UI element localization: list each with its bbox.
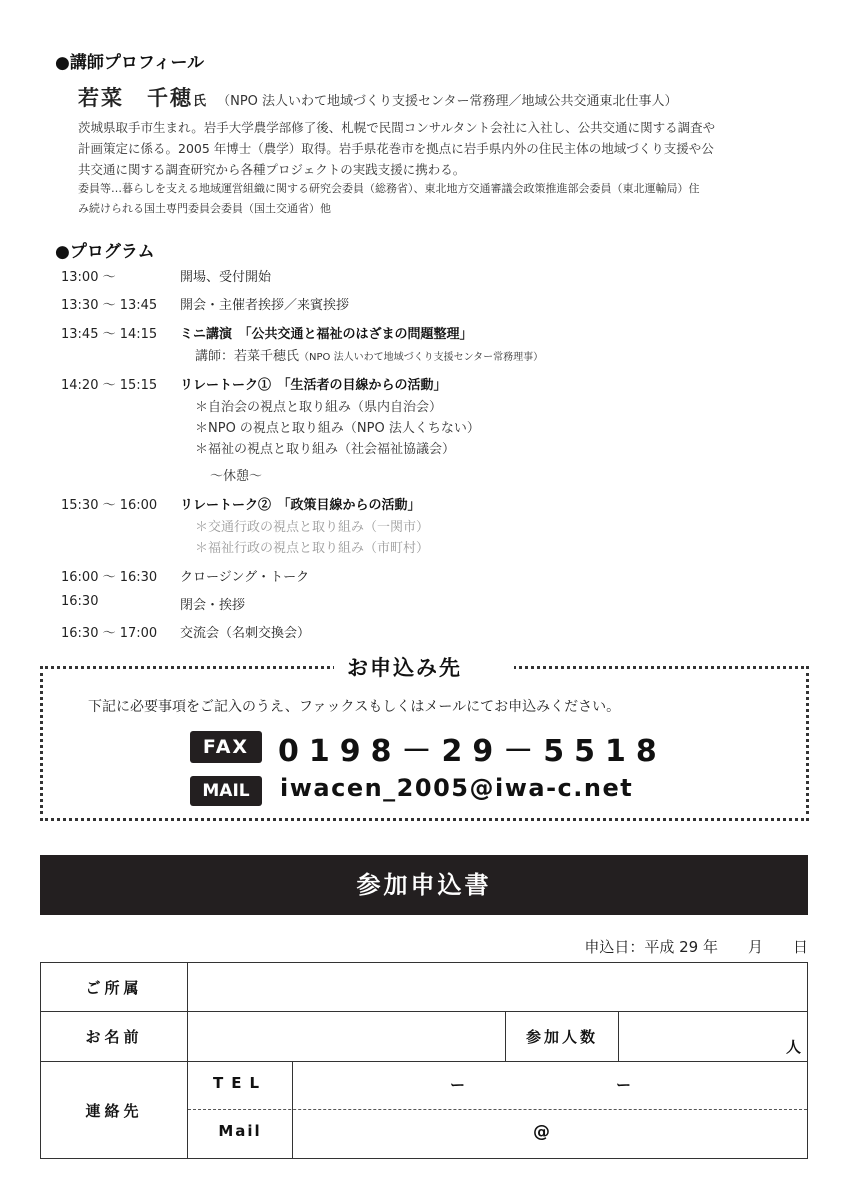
- program-sub-item: ＊NPO の視点と取り組み（NPO 法人くちない）: [195, 421, 480, 436]
- mail-label: MAIL: [190, 776, 262, 806]
- lecturer-bio: [78, 117, 715, 180]
- fax-label: FAX: [190, 731, 262, 763]
- program-time: 14:20 〜 15:15: [61, 378, 158, 393]
- count-unit: 人: [785, 1038, 801, 1056]
- program-sub-item: ＊福祉の視点と取り組み（社会福祉協議会）: [195, 442, 456, 457]
- at-sign: @: [533, 1122, 550, 1142]
- count-field[interactable]: [619, 1012, 808, 1062]
- count-label: 参加人数: [506, 1012, 619, 1062]
- mail-field[interactable]: [293, 1110, 807, 1158]
- affiliation-label: ご所属: [41, 963, 188, 1012]
- application-form: [40, 962, 808, 1159]
- program-time: 13:45 〜 14:15: [61, 327, 158, 342]
- program-event: 閉会・挨拶: [180, 598, 246, 613]
- program-sub-item: ＊福祉行政の視点と取り組み（市町村）: [195, 541, 430, 556]
- program-event: ミニ講演 「公共交通と福祉のはざまの問題整理」: [180, 327, 473, 342]
- lecturer-name-suffix: 氏: [193, 94, 207, 109]
- program-lecturer-note: （NPO 法人いわて地域づくり支援センター常務理事）: [299, 352, 544, 363]
- program-time: 15:30 〜 16:00: [61, 498, 158, 513]
- program-event: クロージング・トーク: [180, 570, 310, 585]
- program-lecturer: 講師：若菜千穂氏: [195, 349, 300, 364]
- tel-field[interactable]: [293, 1062, 807, 1109]
- program-time: 13:00 〜: [61, 270, 116, 285]
- program-heading: ●プログラム: [55, 242, 155, 262]
- mail-address[interactable]: iwacen_2005@iwa-c.net: [280, 774, 634, 802]
- affiliation-field[interactable]: [188, 963, 808, 1012]
- program-time: 16:30 〜 17:00: [61, 626, 158, 641]
- profile-heading: ●講師プロフィール: [55, 53, 205, 73]
- contact-label: 連絡先: [41, 1062, 188, 1159]
- lecturer-committees: [78, 179, 700, 219]
- program-lecturer-line: [195, 345, 543, 364]
- lecturer-name: 若菜 千穂: [78, 85, 193, 110]
- program-time: 16:00 〜 16:30: [61, 570, 158, 585]
- program-event: 開場、受付開始: [180, 270, 272, 285]
- tel-dash: ー: [450, 1076, 466, 1094]
- tel-label: TEL: [212, 1074, 268, 1092]
- form-date-line: 申込日：平成 29 年 月 日: [584, 938, 808, 956]
- lecturer-name-row: [78, 82, 678, 112]
- committee-line: み続けられる国土専門委員会委員（国土交通省）他: [78, 202, 331, 215]
- program-break: 〜休憩〜: [210, 469, 263, 484]
- fax-number: 0198－29－5518: [278, 734, 667, 769]
- program-sub-item: ＊交通行政の視点と取り組み（一関市）: [195, 520, 430, 535]
- program-event: 開会・主催者挨拶／来賓挨拶: [180, 298, 350, 313]
- bio-line: 共交通に関する調査研究から各種プロジェクトの実践支援に携わる。: [78, 162, 466, 177]
- lecturer-affiliation: （NPO 法人いわて地域づくり支援センター常務理／地域公共交通東北仕事人）: [217, 94, 678, 109]
- program-event: リレートーク① 「生活者の目線からの活動」: [180, 378, 447, 393]
- committee-line: 委員等…暮らしを支える地域運営組織に関する研究会委員（総務省）、東北地方交通審議会政策推進部会委員（東北運輸局）住: [78, 182, 700, 195]
- program-time: 13:30 〜 13:45: [61, 298, 158, 313]
- contact-cell: [188, 1062, 808, 1159]
- program-event: リレートーク② 「政策目線からの活動」: [180, 498, 421, 513]
- program-time: 16:30: [61, 594, 99, 609]
- program-sub-item: ＊自治会の視点と取り組み（県内自治会）: [195, 400, 443, 415]
- bio-line: 茨城県取手市生まれ。岩手大学農学部修了後、札幌で民間コンサルタント会社に入社し、公共交通に関する調査や: [78, 120, 716, 135]
- apply-instruction: 下記に必要事項をご記入のうえ、ファックスもしくはメールにてお申込みください。: [88, 699, 621, 715]
- tel-dash: ー: [616, 1076, 632, 1094]
- bio-line: 計画策定に係る。2005 年博士（農学）取得。岩手県花巻市を拠点に岩手県内外の住民主体の地域づくり支援や公: [78, 141, 714, 156]
- name-field[interactable]: [188, 1012, 506, 1062]
- program-event: 交流会（名刺交換会）: [180, 626, 311, 641]
- mail-field-label: Mail: [218, 1122, 262, 1140]
- apply-title: お申込み先: [347, 656, 462, 680]
- name-label: お名前: [41, 1012, 188, 1062]
- form-title-banner: [40, 855, 808, 915]
- form-title: 参加申込書: [356, 871, 492, 899]
